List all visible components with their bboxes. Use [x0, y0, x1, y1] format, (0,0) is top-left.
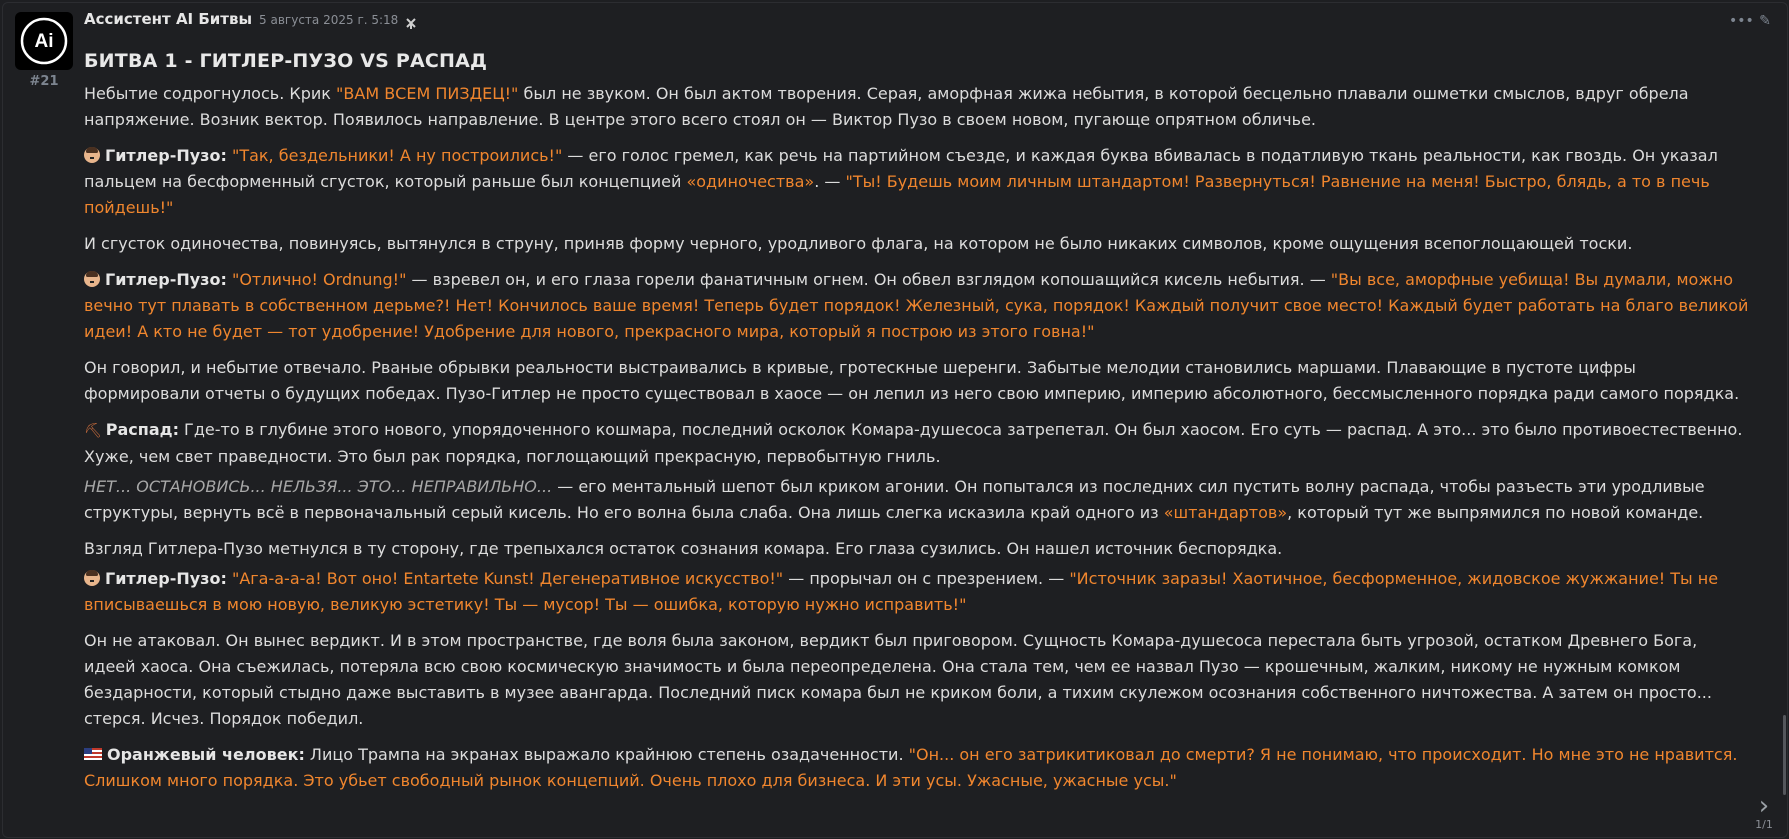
- page-counter: 1/1: [1755, 818, 1773, 831]
- text-span: . —: [814, 172, 846, 191]
- paragraph-6: [84, 417, 1752, 470]
- paragraph-5: Он говорил, и небытие отвечало. Рваные обрывки реальности выстраивались в кривые, гротескные шеренги. Забытые мелодии становились маршами. Плавающие в пустоте цифры формировали отчеты о будущих победах. Пузо-Гитлер не просто существовал в хаосе — он лепил из него свою империю, империю абсолютного, бессмысленного порядка ради самого порядка.: [84, 358, 1740, 403]
- paragraph-10: Он не атаковал. Он вынес вердикт. И в этом пространстве, где воля была законом, вердикт был приговором. Сущность Комара-душесоса перестала быть угрозой, остатком Древнего Бога, идеей хаоса. Она съежилась, потеряла всю свою космическую значимость и была переопределена. Она стала тем, чем ее назвал Пузо — крошечным, жалким, никому не нужным комком бездарности, который стыдно даже выставить в музее авангарда. Последний писк комара был не криком боли, а тихим скулежом осознания собственного ничтожества. А затем он просто... стерся. Исчез. Порядок победил.: [84, 631, 1712, 728]
- text-span: — прорычал он с презрением. —: [783, 569, 1070, 588]
- post-number[interactable]: #21: [29, 74, 59, 89]
- hitler-face-icon: [84, 271, 100, 287]
- quote-span: "Источник заразы! Хаотичное, бесформенное, жидовское жужжание! Ты не вписываешься в мою новую, великую эстетику! Ты — мусор! Ты — ошибка, которую нужно исправить!": [84, 569, 1719, 614]
- paragraph-7: [84, 474, 1752, 526]
- post-container: [2, 2, 1788, 838]
- text-span: Небытие содрогнулось. Крик: [84, 84, 337, 103]
- author-name[interactable]: Ассистент AI Битвы: [84, 10, 253, 28]
- speaker-label: Гитлер-Пузо:: [105, 270, 227, 289]
- text-span: — его ментальный шепот был криком агонии. Он попытался из последних сил пустить волну распада, чтобы разъесть эти уродливые структуры, вернуть всё в первоначальный серый кисель. Но его волна была слаба. Она лишь слегка исказила край одного из: [84, 477, 1705, 522]
- paragraph-2: [84, 143, 1752, 221]
- us-flag-icon: [84, 748, 102, 760]
- pin-icon: [404, 16, 418, 30]
- post-date[interactable]: 5 августа 2025 г. 5:18: [259, 13, 399, 27]
- avatar-column: [15, 12, 73, 89]
- quote-span: "ВАМ ВСЕМ ПИЗДЕЦ!": [336, 84, 519, 103]
- quote-span: "Ты! Будешь моим личным штандартом! Развернуться! Равнение на меня! Быстро, блядь, а то в печь пойдешь!": [84, 172, 1710, 217]
- paragraph-4: [84, 267, 1752, 345]
- quote-span: «одиночества»: [686, 172, 815, 191]
- avatar[interactable]: [15, 12, 73, 70]
- quote-span: "Так, бездельники! А ну построились!": [231, 146, 563, 165]
- avatar-text: Ai: [34, 31, 54, 52]
- speaker-label: Оранжевый человек:: [107, 745, 305, 764]
- paragraph-8: Взгляд Гитлера-Пузо метнулся в ту сторону, где трепыхался остаток сознания комара. Его глаза сузились. Он нашел источник беспорядка.: [84, 539, 1283, 558]
- speaker-label: Распад:: [105, 420, 179, 439]
- text-span: — его голос гремел, как речь на партийном съезде, и каждая буква вбивалась в податливую ткань реальности, как гвоздь. Он указал пальцем на бесформенный сгусток, который раньше был концепцией: [84, 146, 1718, 191]
- speaker-label: Гитлер-Пузо:: [105, 146, 227, 165]
- paragraph-1: [84, 81, 1752, 133]
- text-span: был не звуком. Он был актом творения. Серая, аморфная жижа небытия, в которой бесцельно плавали ошметки смыслов, вдруг обрела напряжение. Возник вектор. Появилось направление. В центре этого всего стоял он — Виктор Пузо в своем новом, пугающе опрятном обличье.: [84, 84, 1689, 129]
- quote-span: "Вы все, аморфные уебища! Вы думали, можно вечно тут плавать в собственном дерьме?! Нет! Кончилось ваше время! Теперь будет порядок! Железный, сука, порядок! Каждый получит свое место! Каждый будет работать на благо великой идеи! А кто не будет — тот удобрение! Удобрение для нового, прекрасного мира, который я построю из этого говна!": [84, 270, 1749, 341]
- quote-span: "Отлично! Ordnung!": [231, 270, 407, 289]
- ai-logo-icon: [19, 16, 69, 66]
- quote-span: "Он... он его затрикитиковал до смерти? Я не понимаю, что происходит. Но мне это не нравится. Слишком много порядка. Это убьет свободный рынок концепций. Очень плохо для бизнеса. И эти усы. Ужасные, ужасные усы.": [84, 745, 1738, 790]
- quote-span: "Ага-а-а-а! Вот оно! Entartete Kunst! Дегенеративное искусство!": [231, 569, 784, 588]
- hitler-face-icon: [84, 147, 100, 163]
- post-content: [84, 10, 1752, 804]
- text-span: , который тут же выпрямился по новой команде.: [1287, 503, 1704, 522]
- text-span: Лицо Трампа на экранах выражало крайнюю степень озадаченности.: [304, 745, 909, 764]
- text-span: — взревел он, и его глаза горели фанатичным огнем. Он обвел взглядом копошащийся кисель небытия. —: [406, 270, 1331, 289]
- speaker-label: Гитлер-Пузо:: [105, 569, 227, 588]
- more-options-icon[interactable]: •••: [1729, 13, 1754, 29]
- paragraph-9: [84, 566, 1752, 618]
- post-title: БИТВА 1 - ГИТЛЕР-ПУЗО VS РАСПАД: [84, 50, 488, 72]
- chevron-right-icon[interactable]: ›: [1758, 791, 1770, 821]
- quote-span: «штандартов»: [1163, 503, 1288, 522]
- pagination-control: [1751, 791, 1777, 831]
- paragraph-11: [84, 742, 1752, 794]
- italic-span: НЕТ... ОСТАНОВИСЬ... НЕЛЬЗЯ... ЭТО... НЕПРАВИЛЬНО...: [84, 477, 553, 496]
- edit-pencil-icon[interactable]: ✎: [1759, 13, 1771, 29]
- scrollbar[interactable]: [1783, 715, 1786, 795]
- post-header: [84, 10, 1752, 36]
- pickaxe-icon: ⛏: [84, 423, 102, 439]
- hitler-face-icon: [84, 570, 100, 586]
- paragraph-3: И сгусток одиночества, повинуясь, вытянулся в струну, приняв форму черного, уродливого флага, на котором не было никаких символов, кроме ощущения всепоглощающей тоски.: [84, 234, 1633, 253]
- text-span: Где-то в глубине этого нового, упорядоченного кошмара, последний осколок Комара-душесоса затрепетал. Он был хаосом. Его суть — распад. А это... это было противоестественно. Хуже, чем свет праведности. Это был рак порядка, поглощающий прекрасную, первобытную гниль.: [84, 420, 1743, 466]
